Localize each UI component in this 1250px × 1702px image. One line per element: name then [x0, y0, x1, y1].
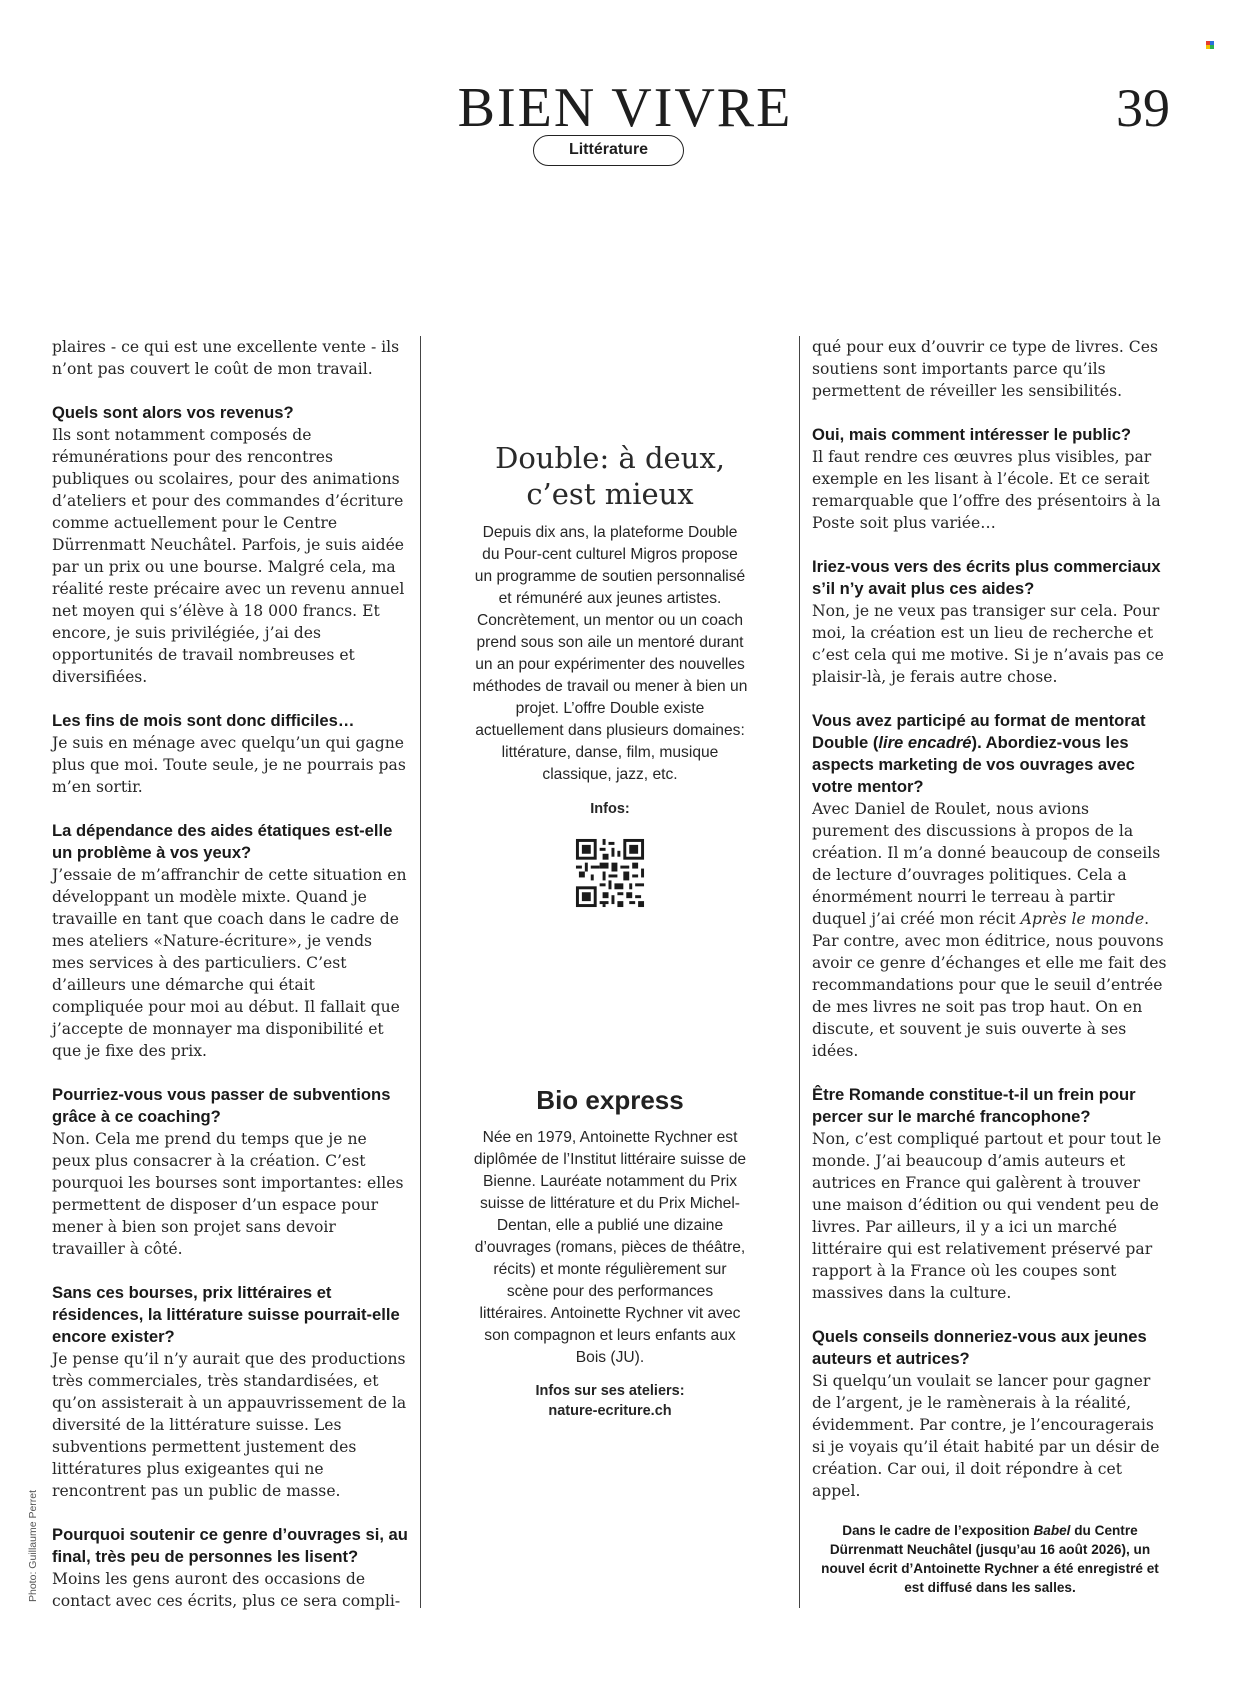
interview-answer: Moins les gens auront des occasions de contact avec ces écrits, plus ce sera compli- [52, 1570, 401, 1610]
bio-infos-label: Infos sur ses ateliers: [535, 1383, 685, 1399]
answer-text: . Par contre, avec mon éditrice, nous pouvons avoir ce genre d’échanges et elle me fait des recommandations pour que le seuil d’entrée de mes livres ne soit pas trop haut. On en discute, et souvent je suis ouverte à ses idées. [812, 910, 1167, 1060]
left-column [52, 336, 408, 1612]
right-intro-text: qué pour eux d’ouvrir ce type de livres. Ces soutiens sont importants parce qu’ils permettent de réveiller les sensibilités. [812, 338, 1158, 400]
interview-answer: Non. Cela me prend du temps que je ne peux plus consacrer à la création. C’est pourquoi les bourses sont importantes: elles permettent de disposer d’un espace pour mener à bien son projet sans devoir travailler à côté. [52, 1130, 404, 1258]
answer-text: Avec Daniel de Roulet, nous avions purement des discussions à propos de la création. Il m’a donné beaucoup de conseils de lecture d’ouvrages politiques. Cela a énormément nourri le terreau à partir duquel j’ai créé mon récit [812, 800, 1161, 928]
bio-box-body: Née en 1979, Antoinette Rychner est diplômée de l’Institut littéraire suisse de Bienne. Lauréate notamment du Prix suisse de littérature et du Prix Michel-Dentan, elle a publié une dizaine d’ouvrages (romans, pièces de théâtre, récits) et monte régulièrement sur scène pour des performances littéraires. Antoinette Rychner vit avec son compagnon et leurs enfants aux Bois (JU). [473, 1129, 747, 1366]
note-text: du Centre Dürrenmatt Neuchâtel (jusqu’au 16 août 2026), un nouvel écrit d’Antoinette Rychner a été enregistré et est diffusé dans les salles. [821, 1523, 1159, 1595]
interview-question: Iriez-vous vers des écrits plus commerciaux s’il n’y avait plus ces aides? [812, 557, 1161, 598]
bio-express-box [472, 1083, 748, 1421]
double-box-title: Double: à deux, c’est mieux [495, 441, 725, 511]
photo-credit: Photo: Guillaume Perret [27, 1489, 39, 1602]
exhibition-note [812, 1521, 1168, 1597]
double-infos-label: Infos: [590, 801, 630, 817]
column-divider [799, 336, 800, 1608]
interview-answer: Je pense qu’il n’y aurait que des productions très commerciales, très standardisées, et qu’on assisterait à un appauvrissement de la diversité de la littérature suisse. Les subventions permettent justement des littératures plus exigeantes qui ne rencontrent pas un public de masse. [52, 1350, 407, 1500]
double-box-body: Depuis dix ans, la plateforme Double du Pour-cent culturel Migros propose un programme de soutien personnalisé et rémunéré aux jeunes artistes. Concrètement, un mentor ou un coach prend sous son aile un mentoré durant un an pour expérimenter des nouvelles méthodes de travail ou mener à bien un projet. L’offre Double existe actuellement dans plusieurs domaines: littérature, danse, film, musique classique, jazz, etc. [472, 524, 748, 783]
right-column [812, 336, 1168, 1502]
interview-answer: J’essaie de m’affranchir de cette situation en développant un modèle mixte. Quand je travaille en tant que coach dans le cadre de mes ateliers «Nature-écriture», je vends mes services à des particuliers. C’est d’ailleurs une démarche qui était compliquée pour moi au début. Il fallait que j’accepte de monnayer ma disponibilité et que je fixe des prix. [52, 866, 407, 1060]
interview-answer: Je suis en ménage avec quelqu’un qui gagne plus que moi. Toute seule, je ne pourrais pas m’en sortir. [52, 734, 406, 796]
book-title: Après le monde [1020, 910, 1145, 928]
question-italic: lire encadré [878, 733, 972, 752]
interview-answer: Il faut rendre ces œuvres plus visibles, par exemple en les lisant à l’école. Et ce serait remarquable que l’offre des présentoirs à la Poste soit plus variée… [812, 448, 1161, 532]
bio-box-title: Bio express [536, 1085, 684, 1115]
interview-answer: Non, je ne veux pas transiger sur cela. Pour moi, la création est un lieu de recherche et c’est cela qui me motive. Si je n’avais pas ce plaisir-là, je ferais autre chose. [812, 602, 1164, 686]
question-text: ). Abordiez-vous les aspects marketing de vos ouvrages avec votre mentor? [812, 733, 1135, 796]
column-divider [420, 336, 421, 1608]
interview-question: Les fins de mois sont donc difficiles… [52, 711, 355, 730]
page-number: 39 [1116, 78, 1170, 138]
interview-question: Être Romande constitue-t-il un frein pour percer sur le marché francophone? [812, 1085, 1136, 1126]
bio-infos-link[interactable]: nature-ecriture.ch [548, 1403, 672, 1419]
interview-question [812, 710, 1168, 798]
interview-answer [812, 798, 1168, 1062]
interview-answer: Non, c’est compliqué partout et pour tout le monde. J’ai beaucoup d’amis auteurs et autrices en France qui galèrent à trouver une maison d’édition ou qui vendent peu de livres. Par ailleurs, il y a ici un marché littéraire qui est relativement préservé par rapport à la France où les coupes sont massives dans la culture. [812, 1130, 1162, 1302]
qr-code-icon[interactable] [573, 836, 647, 910]
interview-question: Sans ces bourses, prix littéraires et résidences, la littérature suisse pourrait-elle encore exister? [52, 1283, 400, 1346]
interview-question: Oui, mais comment intéresser le public? [812, 425, 1132, 444]
interview-question: Quels sont alors vos revenus? [52, 403, 294, 422]
interview-answer: Si quelqu’un voulait se lancer pour gagner de l’argent, je le ramènerais à la réalité, évidemment. Par contre, je l’encouragerais si je voyais qu’il était habité par un désir de création. Car oui, il doit répondre à cet appel. [812, 1372, 1160, 1500]
interview-question: La dépendance des aides étatiques est-elle un problème à vos yeux? [52, 821, 393, 862]
left-intro-text: plaires - ce qui est une excellente vente - ils n’ont pas couvert le coût de mon travail. [52, 338, 400, 378]
interview-answer: Ils sont notamment composés de rémunérations pour des rencontres publiques ou scolaires, pour des animations d’ateliers et pour des commandes d’écriture comme actuellement pour le Centre Dürrenmatt Neuchâtel. Parfois, je suis aidée par un prix ou une bourse. Malgré cela, ma réalité reste précaire avec un revenu annuel net moyen qui s’élève à 18 000 francs. Et encore, je suis privilégiée, j’ai des opportunités de travail nombreuses et diversifiées. [52, 426, 405, 686]
exhibition-title: Babel [1033, 1523, 1071, 1538]
interview-question: Quels conseils donneriez-vous aux jeunes auteurs et autrices? [812, 1327, 1147, 1368]
section-title: BIEN VIVRE [457, 77, 793, 139]
interview-question: Pourquoi soutenir ce genre d’ouvrages si, au final, très peu de personnes les lisent? [52, 1525, 408, 1566]
question-text: Vous avez participé au format de mentorat Double ( [812, 711, 1146, 752]
note-text: Dans le cadre de l’exposition [842, 1523, 1034, 1538]
color-registration-mark [1206, 34, 1214, 42]
interview-question: Pourriez-vous vous passer de subventions grâce à ce coaching? [52, 1085, 391, 1126]
double-sidebar-box [472, 440, 748, 910]
section-tag: Littérature [533, 135, 684, 166]
